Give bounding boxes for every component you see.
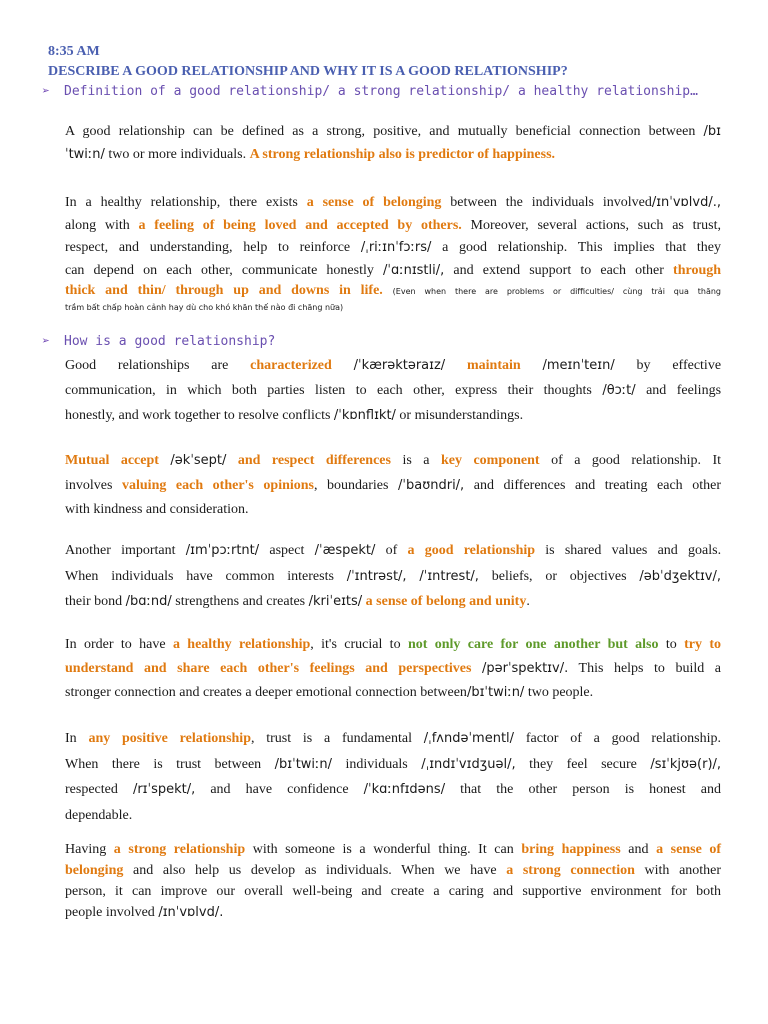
phonetic: /ˈkɒnflɪkt/ <box>333 408 396 423</box>
text-run: beliefs, or objectives <box>491 568 627 584</box>
paragraph-definition <box>65 121 721 166</box>
paragraph-shared-values <box>65 538 721 615</box>
text-run: Good relationships are <box>65 358 229 373</box>
phonetic: /ɪnˈvɒlvd/. <box>158 905 224 920</box>
phonetic: /ˈkærəktəraɪz/ <box>353 358 446 373</box>
arrow-bullet-icon: ➢ <box>42 334 50 349</box>
text-run: that the other person is honest and <box>460 782 722 797</box>
text-run: to <box>665 637 677 652</box>
phonetic: /kriˈeɪts/ <box>308 594 363 609</box>
phonetic: /ˈɪntrəst/, <box>346 568 407 584</box>
text-run: When there is trust between <box>65 756 262 772</box>
phonetic: /pərˈspektɪv/. <box>481 661 569 676</box>
text-line <box>65 474 721 499</box>
highlight: key component <box>440 453 540 468</box>
phonetic: /ˌɪndɪˈvɪdʒuəl/, <box>421 756 516 772</box>
bullet-definition <box>42 84 698 99</box>
phonetic: /bɑːnd/ <box>125 594 172 609</box>
phonetic: /ˌfʌndəˈmentl/ <box>423 731 515 746</box>
text-run: between the individuals involved <box>450 195 652 210</box>
highlight: Mutual accept <box>65 453 159 468</box>
phonetic: /ˈæspekt/ <box>314 543 376 558</box>
text-run: and feelings <box>646 383 722 398</box>
text-run: stronger connection and creates a deeper emotional connection between <box>65 685 467 700</box>
text-run: This helps to build a <box>578 661 722 676</box>
text-run: aspect <box>269 543 305 558</box>
text-run: is a <box>402 453 430 468</box>
green-highlight: not only care for one another but also <box>407 637 659 652</box>
text-run: and extend support to each other <box>453 262 664 278</box>
text-run: Having <box>65 842 107 857</box>
note: (Even when there are problems or difficulties/ cùng trải qua thăng <box>392 287 722 296</box>
text-line <box>65 353 721 378</box>
text-run: can depend on each other, communicate honestly <box>65 262 374 278</box>
highlight: a strong connection <box>506 863 635 878</box>
highlight: a sense of <box>656 842 722 857</box>
text-run: and <box>628 842 649 857</box>
highlight: understand and share each other's feelings and perspectives <box>65 661 472 676</box>
paragraph-mutual-accept <box>65 449 721 523</box>
text-run: strengthens and creates <box>175 594 306 609</box>
text-run: Another important <box>65 543 176 558</box>
highlight: a sense of belonging <box>306 195 442 210</box>
text-run: is shared values and goals. <box>545 543 722 558</box>
text-run: dependable. <box>65 807 133 823</box>
highlight: any positive relationship <box>88 731 251 746</box>
phonetic: /bɪ <box>703 124 721 139</box>
text-line <box>65 403 721 428</box>
text-run: individuals <box>345 756 408 772</box>
highlight: a strong relationship <box>113 842 246 857</box>
paragraph-characterized <box>65 353 721 428</box>
highlight: valuing each other's opinions <box>122 477 314 493</box>
text-run: factor of a good relationship. <box>525 731 722 746</box>
text-line <box>65 860 721 881</box>
paragraph-healthy <box>65 192 721 314</box>
text-run: communication, in which both parties listen to each other, express their thoughts <box>65 383 592 398</box>
text-run: with someone is a wonderful thing. It can <box>252 842 514 857</box>
text-line <box>65 881 721 902</box>
text-line <box>65 681 721 705</box>
text-run: along with <box>65 217 130 233</box>
text-line <box>65 803 721 829</box>
bullet-how <box>42 334 275 349</box>
text-run: In a healthy relationship, there exists <box>65 195 298 210</box>
note: trầm bất chấp hoàn cảnh hay dù cho khó khăn thế nào đi chăng nữa) <box>65 303 344 312</box>
phonetic: /bɪˈtwiːn/ <box>274 756 333 772</box>
text-line <box>65 752 721 778</box>
text-line <box>65 498 721 523</box>
text-run: person, it can improve our overall well-being and create a caring and supportive environment for both <box>65 884 721 899</box>
phonetic: /sɪˈkjʊə(r)/, <box>650 756 722 772</box>
paragraph-healthy-relationship <box>65 633 721 705</box>
text-run: their bond <box>65 594 123 609</box>
arrow-bullet-icon: ➢ <box>42 84 50 99</box>
phonetic: /bɪˈtwiːn/ <box>466 685 525 700</box>
highlight: a good relationship <box>407 543 536 558</box>
text-line <box>65 121 721 144</box>
document-title: DESCRIBE A GOOD RELATIONSHIP AND WHY IT IS A GOOD RELATIONSHIP? <box>48 64 568 79</box>
text-line <box>65 378 721 403</box>
text-line <box>65 777 721 803</box>
text-line <box>65 260 721 283</box>
text-run: , trust is a fundamental <box>250 731 412 746</box>
text-run: two people. <box>527 685 594 700</box>
text-run: When individuals have common interests <box>65 568 334 584</box>
text-run: of a good relationship. It <box>551 453 722 468</box>
paragraph-trust <box>65 726 721 828</box>
text-line <box>65 564 721 590</box>
text-run: with kindness and consideration. <box>65 502 249 517</box>
phonetic: /ˈɑːnɪstli/, <box>383 262 445 278</box>
text-line <box>65 144 721 167</box>
text-line <box>65 301 721 314</box>
time-heading: 8:35 AM <box>48 44 100 59</box>
text-run: . <box>526 594 530 609</box>
text-run: and have confidence <box>210 782 349 797</box>
text-line <box>65 589 721 615</box>
phonetic: ˈtwiːn/ <box>65 146 105 162</box>
text-line <box>65 633 721 657</box>
text-run: they feel secure <box>529 756 637 772</box>
text-line <box>65 726 721 752</box>
phonetic: /ˈbaʊndri/, <box>398 477 465 493</box>
phonetic: /əbˈdʒektɪv/, <box>639 568 721 584</box>
text-run: people involved <box>65 905 155 920</box>
highlight: try to <box>684 637 722 652</box>
text-run: , it's crucial to <box>310 637 401 652</box>
text-line <box>65 449 721 474</box>
text-run: respected <box>65 782 118 797</box>
text-line <box>65 237 721 260</box>
phonetic: /meɪnˈteɪn/ <box>542 358 615 373</box>
text-run: of <box>385 543 398 558</box>
highlight: a healthy relationship <box>172 637 311 652</box>
bullet-definition-text: Definition of a good relationship/ a strong relationship/ a healthy relationship… <box>64 84 698 99</box>
bullet-how-text: How is a good relationship? <box>64 334 276 349</box>
highlight: belonging <box>65 863 124 878</box>
text-line <box>65 192 721 215</box>
highlight: thick and thin/ through up and downs in life. <box>65 283 383 298</box>
highlight: characterized <box>250 358 332 373</box>
text-run: two or more individuals. <box>108 146 247 162</box>
text-run: , boundaries <box>314 477 389 493</box>
text-run: involves <box>65 477 113 493</box>
text-line <box>65 839 721 860</box>
text-run: by effective <box>636 358 722 373</box>
text-run: with another <box>644 863 722 878</box>
phonetic: /ˈɪntrest/, <box>419 568 479 584</box>
text-run: and differences and treating each other <box>473 477 721 493</box>
phonetic: /ˌriːɪnˈfɔːrs/ <box>360 240 432 255</box>
text-run: or misunderstandings. <box>399 408 524 423</box>
paragraph-having <box>65 839 721 923</box>
text-line <box>65 657 721 681</box>
text-run: a good relationship. This implies that they <box>442 240 722 255</box>
text-run: honestly, and work together to resolve conflicts <box>65 408 331 423</box>
highlight: through <box>673 262 722 278</box>
phonetic: /ɪmˈpɔːrtnt/ <box>185 543 260 558</box>
highlight: and respect differences <box>237 453 391 468</box>
phonetic: /θɔːt/ <box>602 383 636 398</box>
text-run: Moreover, several actions, such as trust, <box>470 217 722 233</box>
phonetic: /əkˈsept/ <box>170 453 227 468</box>
phonetic: /ɪnˈvɒlvd/., <box>651 195 721 210</box>
text-line <box>65 282 721 301</box>
text-line <box>65 902 721 923</box>
phonetic: /rɪˈspekt/, <box>132 782 196 797</box>
text-run: A good relationship can be defined as a strong, positive, and mutually beneficial connection between <box>65 124 696 139</box>
text-run: respect, and understanding, help to reinforce <box>65 240 351 255</box>
text-line <box>65 538 721 564</box>
highlight: A strong relationship also is predictor of happiness. <box>249 146 556 162</box>
text-run: and also help us develop as individuals. When we have <box>133 863 497 878</box>
text-run: In <box>65 731 77 746</box>
phonetic: /ˈkɑːnfɪdəns/ <box>363 782 446 797</box>
highlight: maintain <box>466 358 521 373</box>
text-run: In order to have <box>65 637 166 652</box>
highlight: a feeling of being loved and accepted by others. <box>138 217 462 233</box>
text-line <box>65 215 721 238</box>
highlight: bring happiness <box>521 842 621 857</box>
highlight: a sense of belong and unity <box>365 594 527 609</box>
